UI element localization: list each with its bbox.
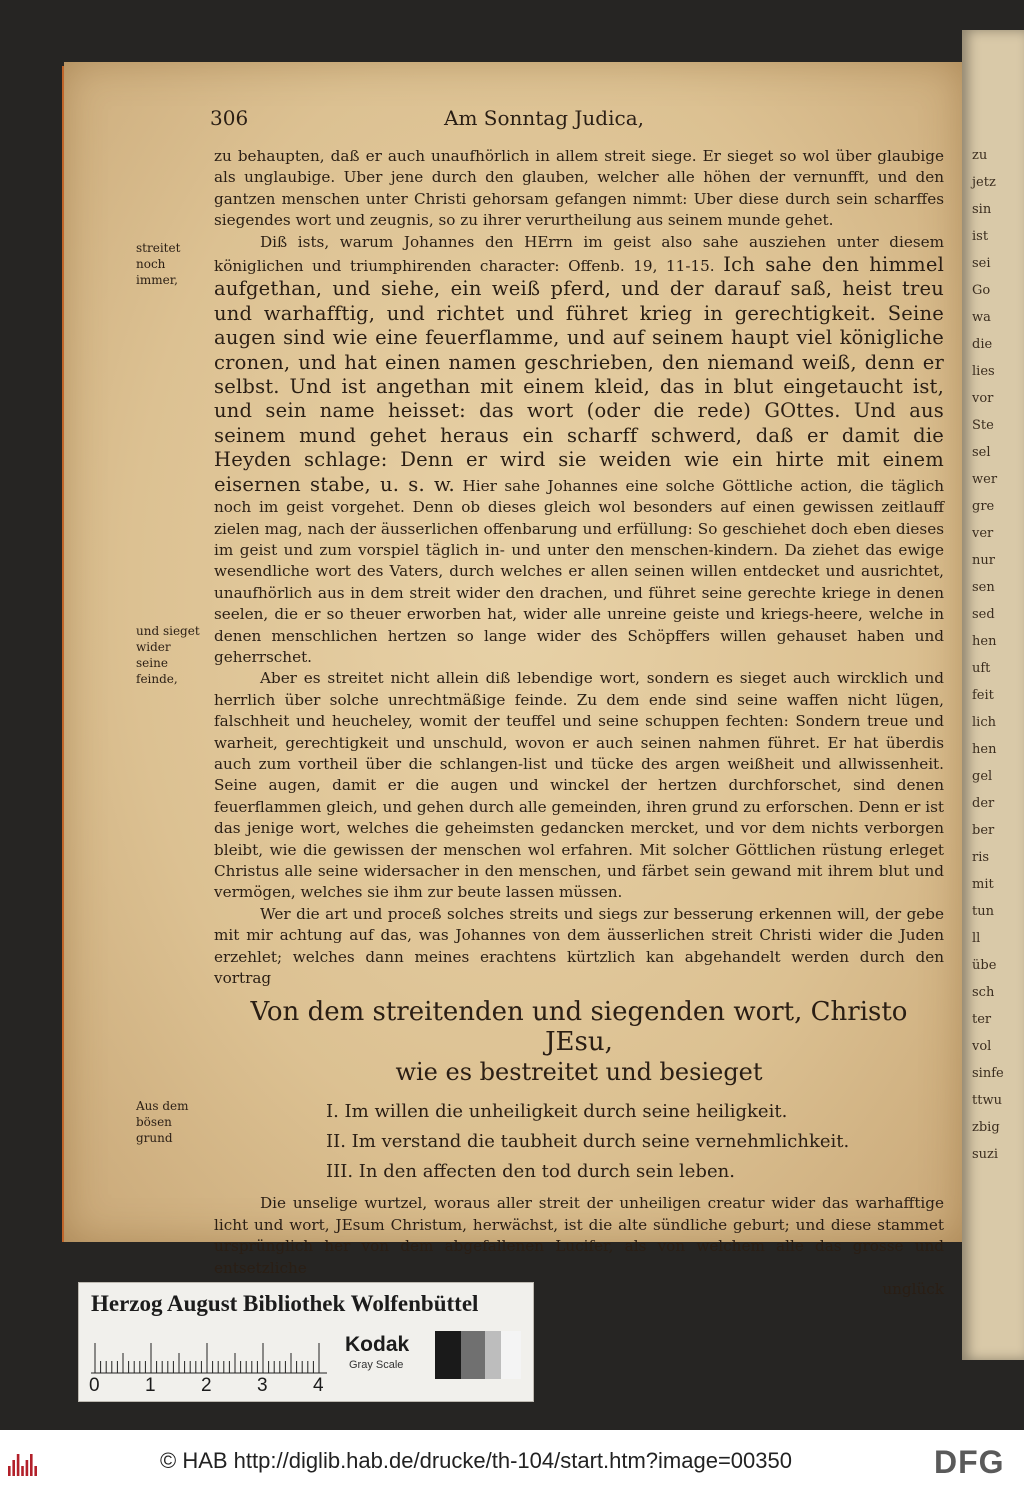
gray-swatch [461, 1331, 485, 1379]
facing-page-fragment: sch [972, 985, 995, 1000]
facing-page-fragment: der [972, 796, 995, 811]
hab-logo-icon [6, 1450, 40, 1478]
facing-page-fragment: wa [972, 310, 991, 325]
facing-page-fragment: ter [972, 1012, 992, 1027]
facing-page-fragment: ttwu [972, 1093, 1002, 1108]
facing-page-fragment: sel [972, 445, 991, 460]
facing-page-fragment: ist [972, 229, 989, 244]
sermon-outline [326, 1097, 944, 1187]
facing-page-fragment: übe [972, 958, 997, 973]
facing-page-fragment: vor [972, 391, 994, 406]
facing-page-fragment: ris [972, 850, 990, 865]
heading-line: Von dem streitenden und siegenden wort, Christo JEsu, [250, 997, 908, 1058]
facing-page-fragment: tun [972, 904, 994, 919]
sermon-theme-heading [214, 997, 944, 1087]
facing-page-fragment: feit [972, 688, 994, 703]
margin-note: und sieget wider seine feinde, [136, 624, 200, 686]
paragraph: Die unselige wurtzel, woraus aller streit der unheiligen creatur wider das warhafftige licht und wort, JEsum Christum, herwächst, ist die alte sündliche geburt; und diese stammet ursprünglich her von dem abgefallenen Lucifer, als von welchem alle das grosse und entsetzliche [214, 1194, 944, 1277]
facing-page-fragment: ver [972, 526, 994, 541]
facing-page-fragment: uft [972, 661, 991, 676]
facing-page-fragment: gel [972, 769, 993, 784]
logo-bar [12, 1460, 15, 1476]
gray-swatch [501, 1331, 521, 1379]
library-name: Herzog August Bibliothek Wolfenbüttel [91, 1291, 479, 1316]
facing-page-fragment: hen [972, 634, 997, 649]
facing-page-fragment: Ste [972, 418, 994, 433]
outline-item: II. Im verstand die taubheit durch seine vernehmlichkeit. [326, 1131, 850, 1153]
gray-swatch [485, 1331, 501, 1379]
page-number: 306 [210, 106, 249, 130]
ruler-label: 4 [313, 1375, 324, 1396]
heading-line: wie es bestreitet und besieget [395, 1058, 763, 1087]
ruler-label: 2 [201, 1375, 212, 1396]
paragraph-intro: Diß ists, warum Johannes den HErrn im geist also sahe ausziehen unter diesem königlichen und triumphirenden character: Offenb. 19, 11-15. [214, 232, 944, 276]
facing-page-fragment: ll [972, 931, 981, 946]
margin-note: Aus dem bösen grund [136, 1099, 189, 1145]
facing-page-fragment: vol [972, 1039, 992, 1054]
ruler-label: 3 [257, 1375, 268, 1396]
citation-text: © HAB http://diglib.hab.de/drucke/th-104/start.htm?image=00350 [160, 1448, 792, 1473]
facing-page-fragment: nur [972, 553, 995, 568]
body-text [214, 146, 944, 1300]
logo-bar [8, 1466, 11, 1476]
facing-page-fragment: sinfe [972, 1066, 1004, 1081]
color-reference-card [78, 1282, 534, 1402]
facing-page-fragment: jetz [972, 175, 996, 190]
facing-page-fragment: mit [972, 877, 994, 892]
outline-item: III. In den affecten den tod durch sein leben. [326, 1161, 735, 1183]
facing-page-fragment: sin [972, 202, 992, 217]
catchword: unglück [882, 1280, 944, 1299]
facing-page-fragment: lies [972, 364, 995, 379]
facing-page-fragment: lich [972, 715, 996, 730]
facing-page-fragment: ber [972, 823, 995, 838]
facing-page-fragment: hen [972, 742, 997, 757]
facing-page-fragment: sei [972, 256, 991, 271]
facing-page-fragment: zu [972, 148, 988, 163]
paragraph [214, 232, 944, 669]
ruler-label: 1 [145, 1375, 156, 1396]
paragraph: Aber es streitet nicht allein diß lebendige wort, sondern es sieget auch wircklich und herrlich über solche unrechtmäßige feinde. Zu dem ende sind seine waffen nicht lügen, falschheit und heucheley, womit der teuffel und seine schuppen fechten: Sondern treue und warheit, gerechtigkeit und unschuld, wovon er auch seinen nahmen führet. Er hat überdis auch zum vortheil über die schlangen-list und tücke des argen weißheit und allwissenheit. Seine augen, damit er die augen und winckel der hertzen durchforschet, sind denen feuerflammen gleich, und gehen durch alle gemeinden, ihren grund zu erforschen. Denn er ist das jenige wort, welches die geheimsten gedancken mercket, und vor dem nichts verborgen bleibt, wie die gewissen der menschen wol erfahren. Mit solcher Göttlichen rüstung erleget Christus alle seine widersacher in den menschen, und färbet sein gewand mit ihrem blut und vermögen, welches sie ihm zur beute lassen müssen. [214, 669, 944, 902]
facing-page-fragment: zbig [972, 1120, 1000, 1135]
logo-bar [26, 1460, 29, 1476]
logo-bar [30, 1454, 33, 1476]
facing-page-fragment: gre [972, 499, 995, 514]
ruler-scale [87, 1335, 333, 1375]
logo-bar [17, 1454, 20, 1476]
gray-scale-label: Gray Scale [349, 1359, 404, 1371]
facing-page-fragment: wer [972, 472, 998, 487]
facing-page-strip [962, 30, 1024, 1360]
footer-bar [0, 1430, 1024, 1495]
logo-bar [21, 1466, 24, 1476]
margin-note: streitet noch immer, [136, 241, 181, 287]
gray-swatch [435, 1331, 461, 1379]
facing-page-fragment: die [972, 337, 993, 352]
book-page [64, 62, 962, 1299]
facing-page-fragment: sen [972, 580, 995, 595]
facing-page-fragment: Go [972, 283, 991, 298]
facing-page-fragment: sed [972, 607, 995, 622]
logo-bar [34, 1466, 37, 1476]
paragraph: Wer die art und proceß solches streits und siegs zur besserung erkennen will, der gebe mit mir achtung auf das, was Johannes von dem äusserlichen streit Christi wider die Juden erzehlet; welches dann meines erachtens kürtzlich kan abgehandelt werden durch den vortrag [214, 904, 944, 988]
dfg-logo: DFG [934, 1444, 1005, 1480]
outline-item: I. Im willen die unheiligkeit durch seine heiligkeit. [326, 1101, 788, 1123]
facing-page-fragment: suzi [972, 1147, 999, 1162]
ruler-label: 0 [89, 1375, 100, 1396]
paragraph: zu behaupten, daß er auch unaufhörlich in allem streit siege. Er sieget so wol über glaubige als unglaubige. Uber jene durch den glauben, welcher alle höhen der vernunfft, und den gantzen menschen unter Christi gehorsam gefangen nimmt: Uber diese durch sein scharffes siegendes wort und zeugnis, so zu ihrer verurtheilung aus seinem munde gehet. [214, 147, 944, 230]
scripture-quote: Ich sahe den himmel aufgethan, und siehe, ein weiß pferd, und der darauf saß, heist treu und warhafftig, und richtet und führet krieg in gerechtigkeit. Seine augen sind wie eine feuerflamme, und auf seinem haupt viel königliche cronen, und hat einen namen geschrieben, den niemand weiß, denn er selbst. Und ist angethan mit einem kleid, das in blut eingetaucht ist, und sein name heisset: das wort (oder die rede) GOttes. Und aus seinem mund gehet heraus ein scharff schwerd, daß er damit die Heyden schlage: Denn er wird sie weiden wie ein hirte mit einem eisernen stabe, u. s. w. [214, 253, 945, 496]
kodak-brand: Kodak [345, 1333, 410, 1356]
running-title: Am Sonntag Judica, [444, 106, 644, 130]
paragraph-rest: Hier sahe Johannes eine solche Göttliche action, die täglich noch im geist vorgehet. Denn ob dieses gleich wol besonders auf einen gewissen zeitlauff zielen mag, nach der äusserlichen offenbarung und erfüllung: So geschiehet doch eben dieses im geist und zum vorspiel täglich in- und unter den menschen-kindern. Da ziehet das ewige wesendliche wort des Vaters, durch welches er allen seinen willen entdecket und ausrichtet, unaufhörlich aus in dem streit wider den drachen, und führet seine gerechte kriege in denen seelen, die er so theuer erworben hat, wider alle unreine geiste und kriegs-heere, welche in denen menschlichen hertzen so lange wider des Schöpffers willen gehauset haben und geherrschet. [214, 476, 944, 666]
